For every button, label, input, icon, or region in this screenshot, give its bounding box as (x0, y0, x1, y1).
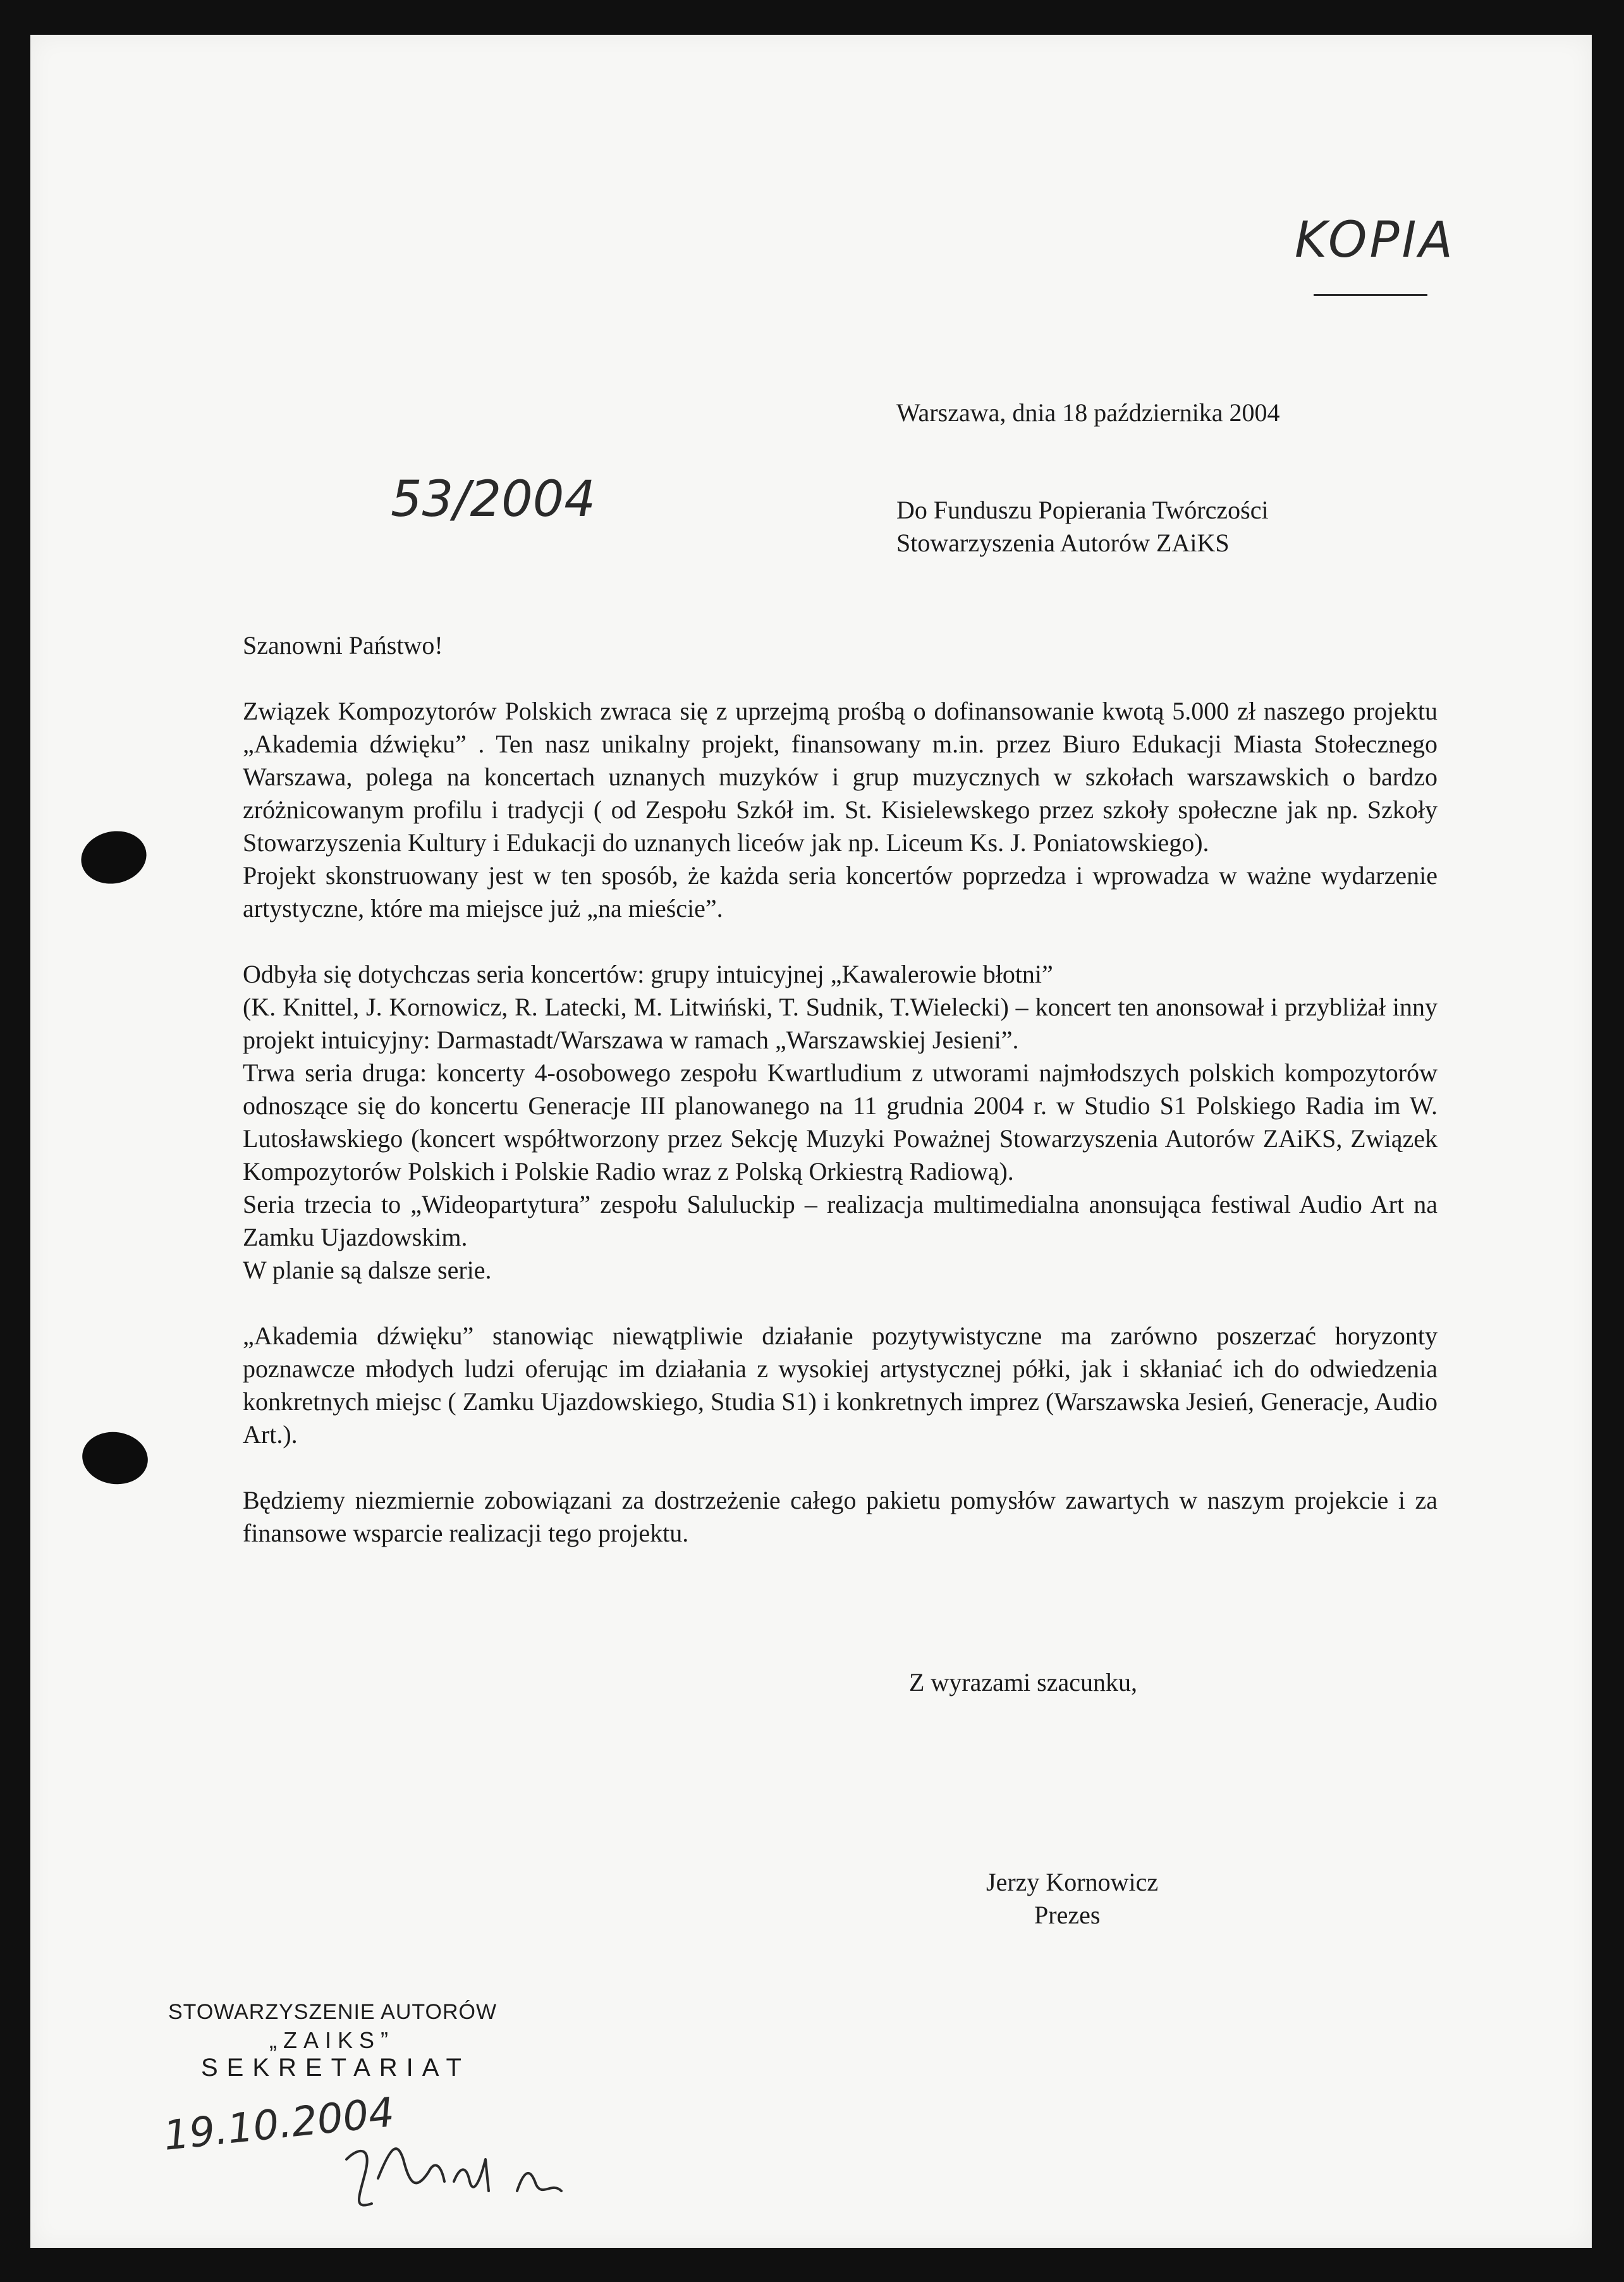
signatory-title: Prezes (1034, 1901, 1101, 1929)
recipient-block (896, 494, 1269, 560)
body-paragraph: Odbyła się dotychczas seria koncertów: grupy intuicyjnej „Kawalerowie błotni” (243, 960, 1053, 988)
recipient-line: Stowarzyszenia Autorów ZAiKS (896, 529, 1230, 557)
closing: Z wyrazami szacunku, (909, 1668, 1137, 1696)
reception-stamp (168, 2000, 497, 2082)
recipient-line: Do Funduszu Popierania Twórczości (896, 496, 1269, 524)
letter-sheet (30, 35, 1592, 2248)
body-paragraph: „Akademia dźwięku” stanowiąc niewątpliwie działanie pozytywistyczne ma zarówno poszerzać horyzonty poznawcze młodych ludzi oferując im działania z wysokiej artystycznej półki, jak i skłaniać ich do odwiedzenia konkretnych miejsc ( Zamku Ujazdowskiego, Studia S1) i konkretnych imprez (Warszawska Jesień, Generacje, Audio Art.). (243, 1322, 1438, 1449)
copy-mark-underline (1314, 294, 1427, 296)
reference-number-handwritten: 53/2004 (391, 471, 596, 528)
copy-mark-handwritten: KOPIA (1295, 212, 1455, 269)
body-paragraph: W planie są dalsze serie. (243, 1256, 492, 1284)
stamp-name: „ZAIKS” (269, 2027, 395, 2053)
body-paragraph: Trwa seria druga: koncerty 4-osobowego zespołu Kwartludium z utworami najmłodszych polskich kompozytorów odnoszące się do koncertu Generacje III planowanego na 11 grudnia 2004 r. w Studio S1 Polskiego Radia im W. Lutosławskiego (koncert współtworzony przez Sekcję Muzyki Poważnej Stowarzyszenia Autorów ZAiKS, Związek Kompozytorów Polskich i Polskie Radio wraz z Polską Orkiestrą Radiową). (243, 1058, 1438, 1186)
signatory-name: Jerzy Kornowicz (986, 1868, 1159, 1896)
body-paragraph: Seria trzecia to „Wideopartytura” zespołu Saluluckip – realizacja multimedialna anonsująca festiwal Audio Art na Zamku Ujazdowskim. (243, 1190, 1438, 1251)
letter-body (243, 695, 1438, 1550)
body-paragraph: (K. Knittel, J. Kornowicz, R. Latecki, M. Litwiński, T. Sudnik, T.Wielecki) – koncert ten anonsował i przybliżał inny projekt intuicyjny: Darmastadt/Warszawa w ramach „Warszawskiej Jesieni”. (243, 993, 1438, 1054)
body-paragraph: Będziemy niezmiernie zobowiązani za dostrzeżenie całego pakietu pomysłów zawartych w naszym projekcie i za finansowe wsparcie realizacji tego projektu. (243, 1486, 1438, 1547)
stamp-date-handwritten: 19.10.2004 (161, 2089, 397, 2160)
date-line: Warszawa, dnia 18 października 2004 (896, 398, 1280, 427)
stamp-organization: STOWARZYSZENIE AUTORÓW (168, 2000, 498, 2024)
body-paragraph: Projekt skonstruowany jest w ten sposób, że każda seria koncertów poprzedza i wprowadza w ważne wydarzenie artystyczne, które ma miejsce już „na mieście”. (243, 861, 1438, 923)
punch-hole (76, 825, 152, 890)
handwritten-signature (334, 2121, 599, 2223)
stamp-department: SEKRETARIAT (201, 2054, 470, 2082)
body-paragraph: Związek Kompozytorów Polskich zwraca się z uprzejmą prośbą o dofinansowanie kwotą 5.000 zł naszego projektu „Akademia dźwięku” . Ten nasz unikalny projekt, finansowany m.in. przez Biuro Edukacji Miasta Stołecznego Warszawa, polega na koncertach uznanych muzyków i grup muzycznych w szkołach warszawskich o bardzo zróżnicowanym profilu i tradycji ( od Zespołu Szkół im. St. Kisielewskego przez szkoły społeczne jak np. Szkoły Stowarzyszenia Kultury i Edukacji do uznanych liceów jak np. Liceum Ks. J. Poniatowskiego). (243, 697, 1438, 857)
punch-hole (79, 1428, 151, 1488)
salutation: Szanowni Państwo! (243, 631, 443, 659)
